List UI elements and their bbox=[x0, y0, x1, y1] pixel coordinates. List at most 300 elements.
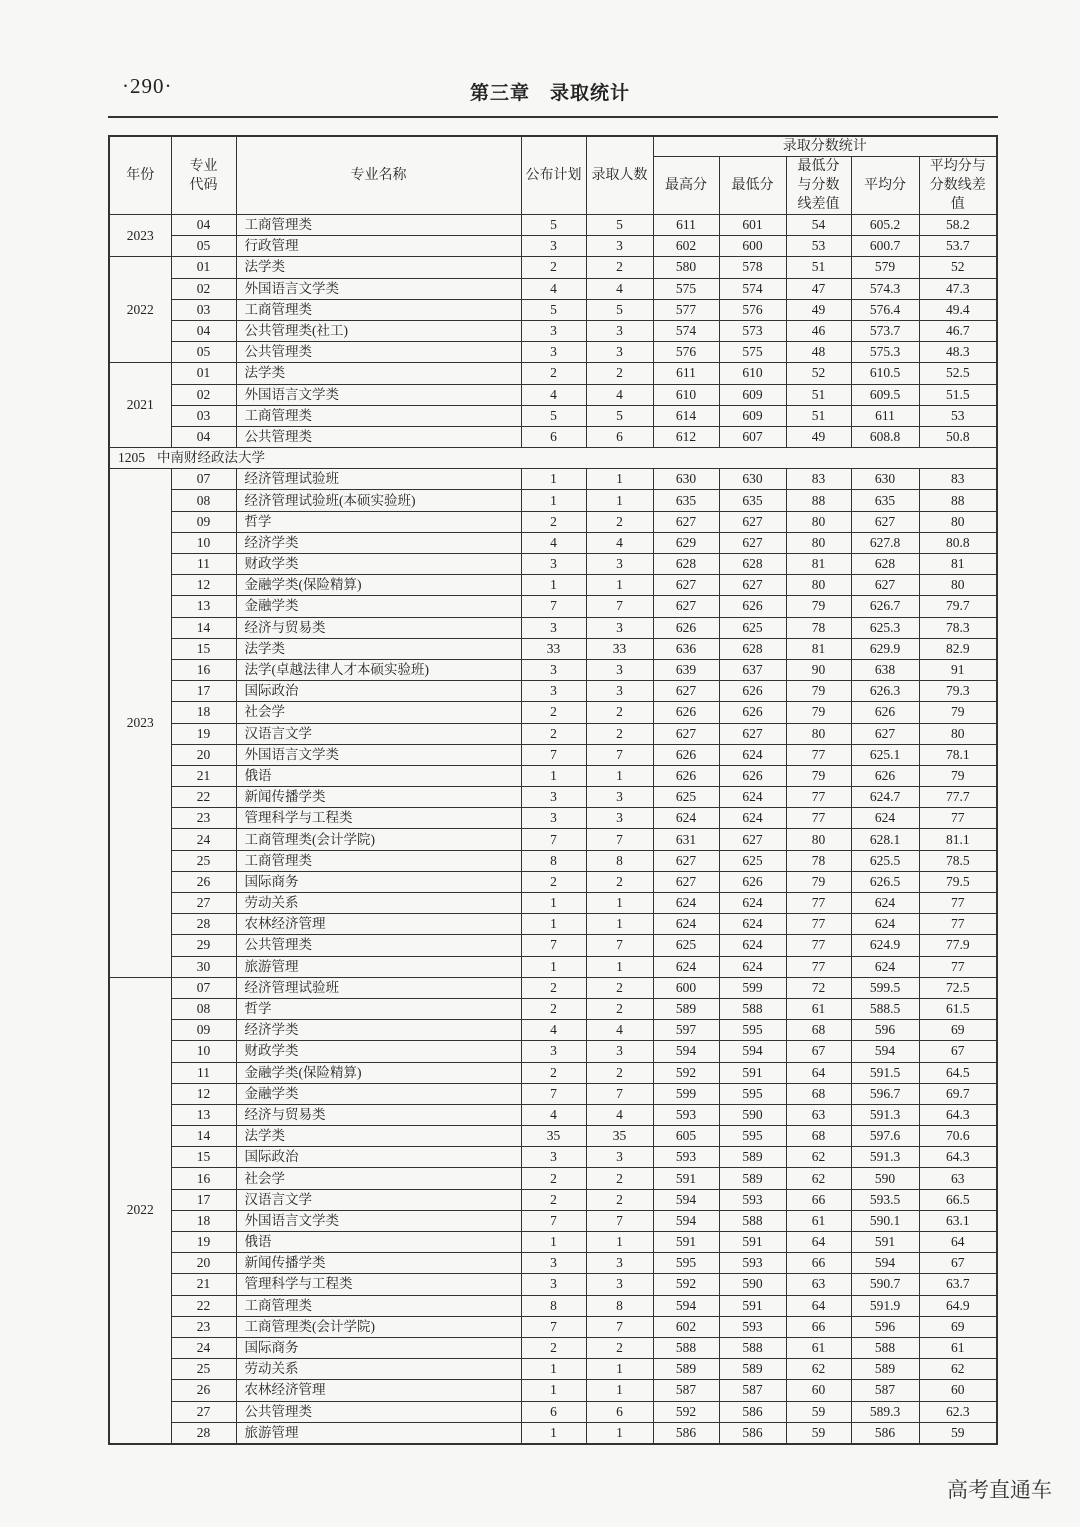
avg-diff-cell: 62 bbox=[919, 1359, 997, 1380]
min-diff-cell: 77 bbox=[786, 935, 851, 956]
name-cell: 哲学 bbox=[236, 511, 521, 532]
max-cell: 611 bbox=[653, 363, 719, 384]
code-cell: 20 bbox=[171, 1253, 236, 1274]
plan-cell: 2 bbox=[521, 702, 586, 723]
plan-cell: 1 bbox=[521, 1359, 586, 1380]
max-cell: 589 bbox=[653, 1359, 719, 1380]
min-diff-cell: 79 bbox=[786, 765, 851, 786]
code-cell: 22 bbox=[171, 787, 236, 808]
avg-diff-cell: 77 bbox=[919, 893, 997, 914]
table-row bbox=[109, 490, 997, 511]
code-cell: 13 bbox=[171, 596, 236, 617]
table-row bbox=[109, 511, 997, 532]
code-cell: 20 bbox=[171, 744, 236, 765]
max-cell: 592 bbox=[653, 1401, 719, 1422]
min-cell: 575 bbox=[719, 342, 786, 363]
min-diff-cell: 79 bbox=[786, 681, 851, 702]
admitted-cell: 2 bbox=[586, 363, 653, 384]
plan-cell: 2 bbox=[521, 363, 586, 384]
avg-cell: 579 bbox=[851, 257, 919, 278]
plan-cell: 4 bbox=[521, 278, 586, 299]
code-cell: 11 bbox=[171, 554, 236, 575]
max-cell: 594 bbox=[653, 1295, 719, 1316]
max-cell: 629 bbox=[653, 532, 719, 553]
avg-cell: 587 bbox=[851, 1380, 919, 1401]
min-diff-cell: 49 bbox=[786, 299, 851, 320]
name-cell: 社会学 bbox=[236, 702, 521, 723]
school-name: 中南财经政法大学 bbox=[157, 450, 265, 466]
avg-cell: 638 bbox=[851, 659, 919, 680]
code-cell: 27 bbox=[171, 1401, 236, 1422]
admitted-cell: 1 bbox=[586, 765, 653, 786]
avg-cell: 594 bbox=[851, 1253, 919, 1274]
avg-diff-cell: 63.7 bbox=[919, 1274, 997, 1295]
plan-cell: 1 bbox=[521, 1232, 586, 1253]
table-row bbox=[109, 554, 997, 575]
name-cell: 公共管理类 bbox=[236, 1401, 521, 1422]
min-diff-cell: 78 bbox=[786, 617, 851, 638]
avg-diff-cell: 47.3 bbox=[919, 278, 997, 299]
max-cell: 630 bbox=[653, 469, 719, 490]
max-cell: 574 bbox=[653, 320, 719, 341]
min-cell: 593 bbox=[719, 1253, 786, 1274]
min-diff-cell: 51 bbox=[786, 405, 851, 426]
avg-cell: 610.5 bbox=[851, 363, 919, 384]
max-cell: 594 bbox=[653, 1210, 719, 1231]
code-cell: 14 bbox=[171, 1126, 236, 1147]
min-cell: 586 bbox=[719, 1422, 786, 1444]
table-row bbox=[109, 426, 997, 447]
admitted-cell: 6 bbox=[586, 1401, 653, 1422]
min-diff-cell: 54 bbox=[786, 215, 851, 236]
code-cell: 02 bbox=[171, 278, 236, 299]
plan-cell: 2 bbox=[521, 1168, 586, 1189]
name-cell: 经济管理试验班(本硕实验班) bbox=[236, 490, 521, 511]
min-diff-cell: 90 bbox=[786, 659, 851, 680]
max-cell: 600 bbox=[653, 977, 719, 998]
plan-cell: 3 bbox=[521, 787, 586, 808]
table-row bbox=[109, 575, 997, 596]
min-cell: 589 bbox=[719, 1147, 786, 1168]
avg-diff-cell: 80.8 bbox=[919, 532, 997, 553]
min-diff-cell: 77 bbox=[786, 893, 851, 914]
school-cell bbox=[109, 448, 997, 469]
name-cell: 农林经济管理 bbox=[236, 914, 521, 935]
col-min-diff: 最低分与分数线差值 bbox=[786, 157, 851, 215]
min-diff-cell: 68 bbox=[786, 1126, 851, 1147]
admitted-cell: 3 bbox=[586, 236, 653, 257]
avg-diff-cell: 53 bbox=[919, 405, 997, 426]
max-cell: 593 bbox=[653, 1147, 719, 1168]
code-cell: 08 bbox=[171, 490, 236, 511]
min-cell: 595 bbox=[719, 1126, 786, 1147]
avg-cell: 628.1 bbox=[851, 829, 919, 850]
min-diff-cell: 51 bbox=[786, 257, 851, 278]
admitted-cell: 7 bbox=[586, 829, 653, 850]
avg-cell: 627 bbox=[851, 575, 919, 596]
admitted-cell: 5 bbox=[586, 215, 653, 236]
avg-diff-cell: 77.9 bbox=[919, 935, 997, 956]
min-cell: 595 bbox=[719, 1083, 786, 1104]
plan-cell: 2 bbox=[521, 998, 586, 1019]
avg-diff-cell: 81.1 bbox=[919, 829, 997, 850]
max-cell: 626 bbox=[653, 765, 719, 786]
avg-cell: 624 bbox=[851, 808, 919, 829]
plan-cell: 8 bbox=[521, 1295, 586, 1316]
admitted-cell: 3 bbox=[586, 1274, 653, 1295]
table-row bbox=[109, 1316, 997, 1337]
avg-cell: 626.5 bbox=[851, 871, 919, 892]
admitted-cell: 2 bbox=[586, 1337, 653, 1358]
plan-cell: 3 bbox=[521, 236, 586, 257]
min-cell: 625 bbox=[719, 850, 786, 871]
name-cell: 经济学类 bbox=[236, 1020, 521, 1041]
min-diff-cell: 68 bbox=[786, 1020, 851, 1041]
min-diff-cell: 77 bbox=[786, 787, 851, 808]
code-cell: 30 bbox=[171, 956, 236, 977]
avg-diff-cell: 64 bbox=[919, 1232, 997, 1253]
avg-cell: 629.9 bbox=[851, 638, 919, 659]
avg-diff-cell: 79.3 bbox=[919, 681, 997, 702]
year-cell: 2022 bbox=[109, 257, 171, 363]
name-cell: 工商管理类 bbox=[236, 405, 521, 426]
name-cell: 金融学类(保险精算) bbox=[236, 575, 521, 596]
plan-cell: 1 bbox=[521, 765, 586, 786]
admitted-cell: 3 bbox=[586, 554, 653, 575]
table-row bbox=[109, 914, 997, 935]
chapter-title: 第三章 录取统计 bbox=[470, 83, 631, 104]
code-cell: 15 bbox=[171, 1147, 236, 1168]
admitted-cell: 3 bbox=[586, 1147, 653, 1168]
name-cell: 国际商务 bbox=[236, 871, 521, 892]
min-cell: 591 bbox=[719, 1295, 786, 1316]
avg-diff-cell: 52.5 bbox=[919, 363, 997, 384]
max-cell: 627 bbox=[653, 511, 719, 532]
avg-cell: 591 bbox=[851, 1232, 919, 1253]
table-row bbox=[109, 532, 997, 553]
code-cell: 18 bbox=[171, 1210, 236, 1231]
admitted-cell: 1 bbox=[586, 1359, 653, 1380]
admitted-cell: 4 bbox=[586, 1020, 653, 1041]
min-diff-cell: 80 bbox=[786, 511, 851, 532]
avg-diff-cell: 69 bbox=[919, 1316, 997, 1337]
plan-cell: 1 bbox=[521, 469, 586, 490]
table-row bbox=[109, 299, 997, 320]
avg-cell: 611 bbox=[851, 405, 919, 426]
max-cell: 593 bbox=[653, 1104, 719, 1125]
avg-cell: 635 bbox=[851, 490, 919, 511]
avg-diff-cell: 53.7 bbox=[919, 236, 997, 257]
max-cell: 635 bbox=[653, 490, 719, 511]
plan-cell: 1 bbox=[521, 1422, 586, 1444]
name-cell: 俄语 bbox=[236, 765, 521, 786]
min-cell: 574 bbox=[719, 278, 786, 299]
avg-cell: 624.7 bbox=[851, 787, 919, 808]
max-cell: 594 bbox=[653, 1041, 719, 1062]
max-cell: 605 bbox=[653, 1126, 719, 1147]
code-cell: 21 bbox=[171, 1274, 236, 1295]
code-cell: 14 bbox=[171, 617, 236, 638]
table-row bbox=[109, 1062, 997, 1083]
max-cell: 624 bbox=[653, 956, 719, 977]
col-score-group: 录取分数统计 bbox=[653, 136, 997, 157]
min-cell: 628 bbox=[719, 638, 786, 659]
admitted-cell: 2 bbox=[586, 723, 653, 744]
col-avg-diff: 平均分与分数线差值 bbox=[919, 157, 997, 215]
code-cell: 01 bbox=[171, 363, 236, 384]
max-cell: 602 bbox=[653, 236, 719, 257]
watermark-text: 高考直通车 bbox=[947, 1478, 1052, 1502]
max-cell: 612 bbox=[653, 426, 719, 447]
table-row bbox=[109, 765, 997, 786]
min-cell: 627 bbox=[719, 575, 786, 596]
name-cell: 金融学类 bbox=[236, 596, 521, 617]
plan-cell: 5 bbox=[521, 299, 586, 320]
avg-cell: 626.7 bbox=[851, 596, 919, 617]
plan-cell: 7 bbox=[521, 744, 586, 765]
min-diff-cell: 60 bbox=[786, 1380, 851, 1401]
year-cell: 2023 bbox=[109, 469, 171, 978]
table-row bbox=[109, 1401, 997, 1422]
plan-cell: 3 bbox=[521, 808, 586, 829]
admitted-cell: 2 bbox=[586, 998, 653, 1019]
avg-diff-cell: 46.7 bbox=[919, 320, 997, 341]
name-cell: 经济学类 bbox=[236, 532, 521, 553]
name-cell: 财政学类 bbox=[236, 1041, 521, 1062]
table-row bbox=[109, 871, 997, 892]
admitted-cell: 7 bbox=[586, 1316, 653, 1337]
admitted-cell: 1 bbox=[586, 469, 653, 490]
min-cell: 588 bbox=[719, 1210, 786, 1231]
avg-diff-cell: 64.5 bbox=[919, 1062, 997, 1083]
table-row bbox=[109, 681, 997, 702]
avg-diff-cell: 67 bbox=[919, 1041, 997, 1062]
avg-diff-cell: 70.6 bbox=[919, 1126, 997, 1147]
avg-cell: 624.9 bbox=[851, 935, 919, 956]
max-cell: 602 bbox=[653, 1316, 719, 1337]
min-cell: 590 bbox=[719, 1104, 786, 1125]
table-row bbox=[109, 1168, 997, 1189]
name-cell: 公共管理类 bbox=[236, 935, 521, 956]
table-row bbox=[109, 1380, 997, 1401]
min-cell: 607 bbox=[719, 426, 786, 447]
min-cell: 627 bbox=[719, 532, 786, 553]
avg-cell: 630 bbox=[851, 469, 919, 490]
code-cell: 15 bbox=[171, 638, 236, 659]
avg-diff-cell: 81 bbox=[919, 554, 997, 575]
plan-cell: 5 bbox=[521, 215, 586, 236]
admitted-cell: 1 bbox=[586, 1422, 653, 1444]
admitted-cell: 5 bbox=[586, 299, 653, 320]
code-cell: 05 bbox=[171, 236, 236, 257]
avg-diff-cell: 69 bbox=[919, 1020, 997, 1041]
admitted-cell: 2 bbox=[586, 1168, 653, 1189]
avg-cell: 627 bbox=[851, 723, 919, 744]
avg-cell: 599.5 bbox=[851, 977, 919, 998]
plan-cell: 3 bbox=[521, 1041, 586, 1062]
name-cell: 法学类 bbox=[236, 363, 521, 384]
table-row bbox=[109, 1104, 997, 1125]
min-cell: 593 bbox=[719, 1189, 786, 1210]
min-cell: 576 bbox=[719, 299, 786, 320]
min-cell: 627 bbox=[719, 829, 786, 850]
avg-diff-cell: 77 bbox=[919, 956, 997, 977]
max-cell: 627 bbox=[653, 723, 719, 744]
plan-cell: 3 bbox=[521, 617, 586, 638]
avg-diff-cell: 61 bbox=[919, 1337, 997, 1358]
code-cell: 24 bbox=[171, 1337, 236, 1358]
table-row bbox=[109, 935, 997, 956]
table-row bbox=[109, 363, 997, 384]
admitted-cell: 3 bbox=[586, 808, 653, 829]
name-cell: 社会学 bbox=[236, 1168, 521, 1189]
min-cell: 624 bbox=[719, 935, 786, 956]
max-cell: 591 bbox=[653, 1168, 719, 1189]
avg-cell: 625.5 bbox=[851, 850, 919, 871]
max-cell: 611 bbox=[653, 215, 719, 236]
min-cell: 624 bbox=[719, 893, 786, 914]
code-cell: 08 bbox=[171, 998, 236, 1019]
avg-diff-cell: 79.5 bbox=[919, 871, 997, 892]
max-cell: 624 bbox=[653, 808, 719, 829]
avg-cell: 596 bbox=[851, 1020, 919, 1041]
max-cell: 576 bbox=[653, 342, 719, 363]
admitted-cell: 4 bbox=[586, 532, 653, 553]
avg-cell: 624 bbox=[851, 956, 919, 977]
min-diff-cell: 64 bbox=[786, 1295, 851, 1316]
col-code: 专业代码 bbox=[171, 136, 236, 215]
code-cell: 16 bbox=[171, 659, 236, 680]
max-cell: 627 bbox=[653, 575, 719, 596]
avg-cell: 573.7 bbox=[851, 320, 919, 341]
min-cell: 624 bbox=[719, 787, 786, 808]
admitted-cell: 6 bbox=[586, 426, 653, 447]
table-row bbox=[109, 744, 997, 765]
min-diff-cell: 62 bbox=[786, 1168, 851, 1189]
plan-cell: 3 bbox=[521, 681, 586, 702]
avg-diff-cell: 63 bbox=[919, 1168, 997, 1189]
max-cell: 580 bbox=[653, 257, 719, 278]
admitted-cell: 7 bbox=[586, 935, 653, 956]
table-row bbox=[109, 702, 997, 723]
avg-diff-cell: 78.5 bbox=[919, 850, 997, 871]
min-diff-cell: 77 bbox=[786, 914, 851, 935]
table-body bbox=[109, 215, 997, 1444]
table-row bbox=[109, 1020, 997, 1041]
avg-cell: 574.3 bbox=[851, 278, 919, 299]
max-cell: 626 bbox=[653, 702, 719, 723]
plan-cell: 8 bbox=[521, 850, 586, 871]
code-cell: 19 bbox=[171, 1232, 236, 1253]
avg-diff-cell: 52 bbox=[919, 257, 997, 278]
avg-diff-cell: 79.7 bbox=[919, 596, 997, 617]
code-cell: 03 bbox=[171, 299, 236, 320]
name-cell: 法学类 bbox=[236, 257, 521, 278]
name-cell: 俄语 bbox=[236, 1232, 521, 1253]
avg-cell: 627 bbox=[851, 511, 919, 532]
name-cell: 工商管理类 bbox=[236, 299, 521, 320]
year-cell: 2021 bbox=[109, 363, 171, 448]
table-row bbox=[109, 659, 997, 680]
code-cell: 25 bbox=[171, 850, 236, 871]
plan-cell: 1 bbox=[521, 893, 586, 914]
avg-diff-cell: 64.9 bbox=[919, 1295, 997, 1316]
min-diff-cell: 61 bbox=[786, 998, 851, 1019]
avg-cell: 589 bbox=[851, 1359, 919, 1380]
code-cell: 12 bbox=[171, 1083, 236, 1104]
plan-cell: 3 bbox=[521, 1147, 586, 1168]
table-row bbox=[109, 278, 997, 299]
admitted-cell: 4 bbox=[586, 384, 653, 405]
admitted-cell: 2 bbox=[586, 1189, 653, 1210]
table-row bbox=[109, 1274, 997, 1295]
avg-diff-cell: 61.5 bbox=[919, 998, 997, 1019]
code-cell: 04 bbox=[171, 426, 236, 447]
code-cell: 04 bbox=[171, 215, 236, 236]
code-cell: 12 bbox=[171, 575, 236, 596]
table-row bbox=[109, 893, 997, 914]
code-cell: 16 bbox=[171, 1168, 236, 1189]
name-cell: 农林经济管理 bbox=[236, 1380, 521, 1401]
name-cell: 法学(卓越法律人才本硕实验班) bbox=[236, 659, 521, 680]
admitted-cell: 3 bbox=[586, 681, 653, 702]
max-cell: 624 bbox=[653, 914, 719, 935]
max-cell: 614 bbox=[653, 405, 719, 426]
table-row bbox=[109, 617, 997, 638]
table-row bbox=[109, 1359, 997, 1380]
code-cell: 22 bbox=[171, 1295, 236, 1316]
min-diff-cell: 53 bbox=[786, 236, 851, 257]
code-cell: 18 bbox=[171, 702, 236, 723]
table-row bbox=[109, 257, 997, 278]
min-diff-cell: 77 bbox=[786, 744, 851, 765]
max-cell: 577 bbox=[653, 299, 719, 320]
avg-diff-cell: 69.7 bbox=[919, 1083, 997, 1104]
name-cell: 财政学类 bbox=[236, 554, 521, 575]
avg-diff-cell: 62.3 bbox=[919, 1401, 997, 1422]
avg-diff-cell: 58.2 bbox=[919, 215, 997, 236]
avg-cell: 627.8 bbox=[851, 532, 919, 553]
plan-cell: 4 bbox=[521, 384, 586, 405]
min-cell: 626 bbox=[719, 596, 786, 617]
plan-cell: 1 bbox=[521, 1380, 586, 1401]
min-cell: 609 bbox=[719, 405, 786, 426]
col-year: 年份 bbox=[109, 136, 171, 215]
min-diff-cell: 59 bbox=[786, 1422, 851, 1444]
avg-cell: 589.3 bbox=[851, 1401, 919, 1422]
plan-cell: 1 bbox=[521, 490, 586, 511]
table-row bbox=[109, 1189, 997, 1210]
min-diff-cell: 61 bbox=[786, 1210, 851, 1231]
min-diff-cell: 63 bbox=[786, 1104, 851, 1125]
avg-diff-cell: 80 bbox=[919, 511, 997, 532]
code-cell: 03 bbox=[171, 405, 236, 426]
min-cell: 595 bbox=[719, 1020, 786, 1041]
name-cell: 工商管理类 bbox=[236, 1295, 521, 1316]
name-cell: 外国语言文学类 bbox=[236, 384, 521, 405]
max-cell: 628 bbox=[653, 554, 719, 575]
name-cell: 行政管理 bbox=[236, 236, 521, 257]
min-cell: 586 bbox=[719, 1401, 786, 1422]
plan-cell: 5 bbox=[521, 405, 586, 426]
plan-cell: 7 bbox=[521, 935, 586, 956]
plan-cell: 2 bbox=[521, 871, 586, 892]
min-diff-cell: 66 bbox=[786, 1189, 851, 1210]
min-cell: 601 bbox=[719, 215, 786, 236]
name-cell: 工商管理类 bbox=[236, 850, 521, 871]
code-cell: 25 bbox=[171, 1359, 236, 1380]
table-row bbox=[109, 215, 997, 236]
